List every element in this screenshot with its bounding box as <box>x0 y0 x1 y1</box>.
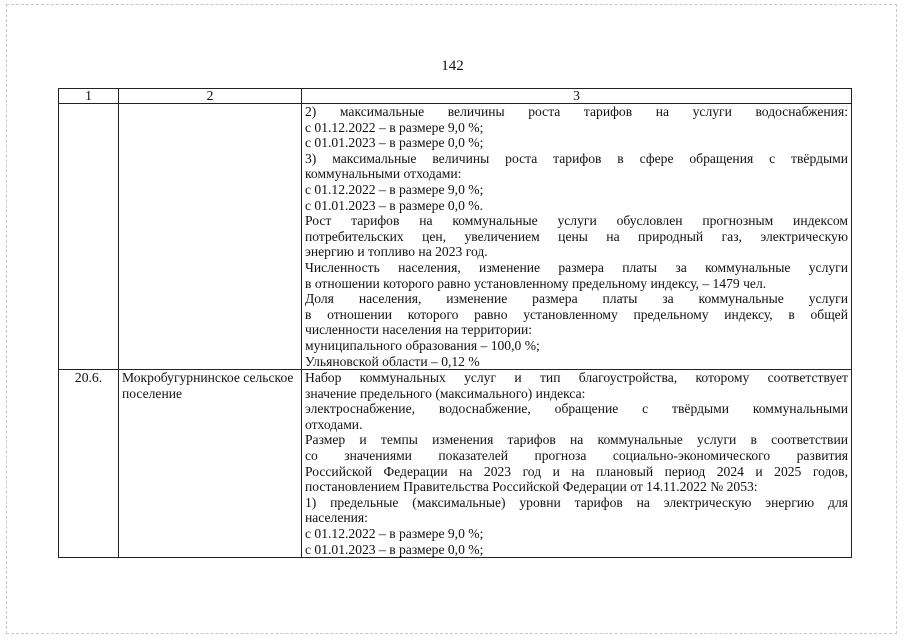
row-number: 20.6. <box>59 370 119 558</box>
row-number <box>59 104 119 370</box>
text-line: с 01.01.2023 – в размере 0,0 %; <box>305 541 484 557</box>
text-line: постановлением Правительства Российской Федерации от 14.11.2022 № 2053: <box>305 479 758 495</box>
text-line: в отношении которого равно установленному предельному индексу, в общей <box>305 306 848 322</box>
text-line: муниципального образования – 100,0 %; <box>305 337 540 353</box>
text-line: 2) максимальные величины роста тарифов на услуги водоснабжения: <box>305 104 848 119</box>
table-row <box>59 370 852 558</box>
text-line: населения: <box>305 510 368 526</box>
text-line: в отношении которого равно установленному предельному индексу, – 1479 чел. <box>305 275 767 291</box>
text-line: с 01.12.2022 – в размере 9,0 %; <box>305 526 484 542</box>
text-line: численности населения на территории: <box>305 322 533 338</box>
table-header-row <box>59 89 852 104</box>
text-line: Российской Федерации на 2023 год и на плановый период 2024 и 2025 годов, <box>305 463 848 479</box>
column-header: 1 <box>59 89 119 104</box>
text-line: Ульяновской области – 0,12 % <box>305 353 480 369</box>
text-line: со значениями показателей прогноза социально-экономического развития <box>305 448 848 464</box>
text-line: Размер и темпы изменения тарифов на коммунальные услуги в соответствии <box>305 432 848 448</box>
text-line: с 01.12.2022 – в размере 9,0 %; <box>305 119 484 135</box>
text-line: с 01.01.2023 – в размере 0,0 %. <box>305 197 483 213</box>
text-line: электроснабжение, водоснабжение, обращение с твёрдыми коммунальными <box>305 401 848 417</box>
text-line: коммунальными отходами: <box>305 166 462 182</box>
text-line: 3) максимальные величины роста тарифов в сфере обращения с твёрдыми <box>305 150 848 166</box>
text-line: Рост тарифов на коммунальные услуги обусловлен прогнозным индексом <box>305 213 848 229</box>
row-content <box>302 370 852 558</box>
text-line: Численность населения, изменение размера платы за коммунальные услуги <box>305 259 848 275</box>
row-content <box>302 104 852 370</box>
text-line: энергию и топливо на 2023 год. <box>305 244 488 260</box>
document-table <box>58 88 852 558</box>
text-line: отходами. <box>305 416 363 432</box>
text-line: с 01.01.2023 – в размере 0,0 %; <box>305 135 484 151</box>
table-row <box>59 104 852 370</box>
column-header: 2 <box>119 89 302 104</box>
text-line: Доля населения, изменение размера платы за коммунальные услуги <box>305 291 848 307</box>
text-line: значение предельного (максимального) индекса: <box>305 385 586 401</box>
text-line: Набор коммунальных услуг и тип благоустройства, которому соответствует <box>305 370 848 386</box>
page-number: 142 <box>441 58 464 74</box>
row-name <box>119 104 302 370</box>
column-header: 3 <box>302 89 852 104</box>
text-line: 1) предельные (максимальные) уровни тарифов на электрическую энергию для <box>305 494 848 510</box>
row-name: Мокробугурнинское сельское поселение <box>119 370 302 558</box>
text-line: с 01.12.2022 – в размере 9,0 %; <box>305 181 484 197</box>
text-line: потребительских цен, увеличением цены на природный газ, электрическую <box>305 228 848 244</box>
